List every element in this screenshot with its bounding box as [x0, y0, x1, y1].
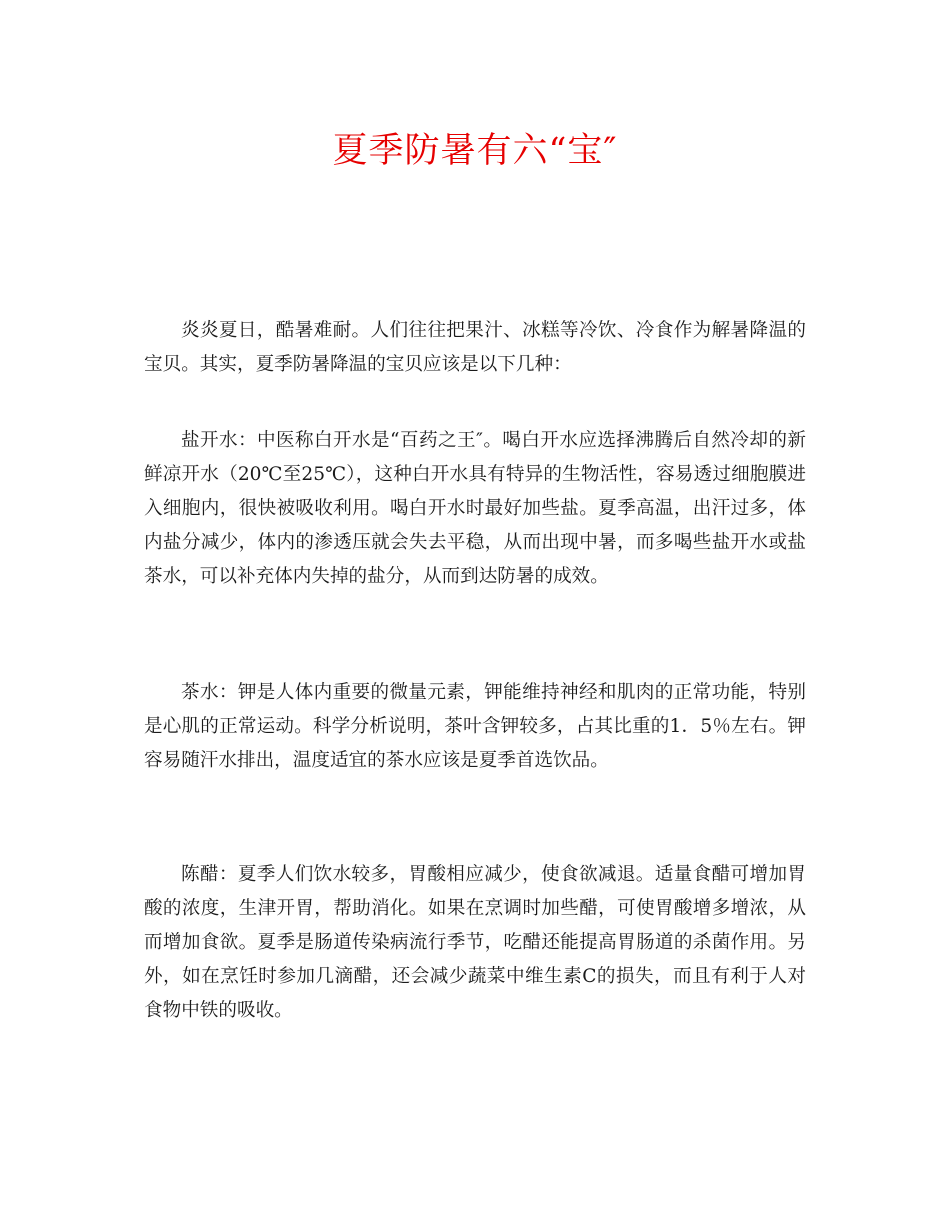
intro-paragraph: 炎炎夏日，酷暑难耐。人们往往把果汁、冰糕等冷饮、冷食作为解暑降温的宝贝。其实，夏季防暑降温的宝贝应该是以下几种： — [144, 320, 806, 375]
page-title: 夏季防暑有六“宝″ — [332, 131, 618, 171]
vinegar-paragraph: 陈醋：夏季人们饮水较多，胃酸相应减少，使食欲减退。适量食醋可增加胃酸的浓度，生津开胃，帮助消化。如果在烹调时加些醋，可使胃酸增多增浓，从而增加食欲。夏季是肠道传染病流行季节，吃醋还能提高胃肠道的杀菌作用。另外，如在烹饪时参加几滴醋，还会减少蔬菜中维生素C的损失，而且有利于人对食物中铁的吸收。 — [144, 864, 806, 1021]
tea-paragraph: 茶水：钾是人体内重要的微量元素，钾能维持神经和肌肉的正常功能，特别是心肌的正常运动。科学分析说明，茶叶含钾较多，占其比重的1．5％左右。钾容易随汗水排出，温度适宜的茶水应该是夏季首选饮品。 — [144, 682, 806, 771]
salt-water-paragraph: 盐开水：中医称白开水是“百药之王″。喝白开水应选择沸腾后自然冷却的新鲜凉开水（20℃至25℃），这种白开水具有特异的生物活性，容易透过细胞膜进入细胞内，很快被吸收利用。喝白开水时最好加些盐。夏季高温，出汗过多，体内盐分减少，体内的渗透压就会失去平稳，从而出现中暑，而多喝些盐开水或盐茶水，可以补充体内失掉的盐分，从而到达防暑的成效。 — [144, 430, 806, 587]
